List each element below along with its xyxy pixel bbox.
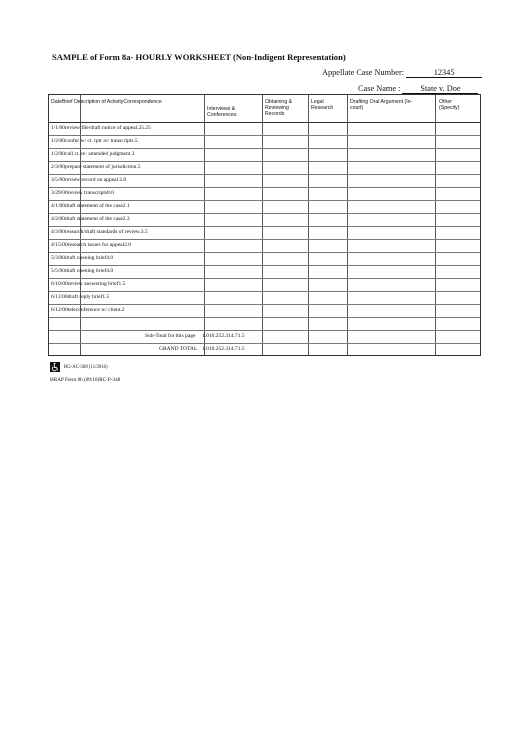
table-row: 4/15/00research issues for appeal2.0	[51, 242, 132, 248]
form-code: RG-AC-508 (11/2016)	[64, 365, 108, 370]
case-number-row	[322, 68, 482, 78]
header-date-description: DateBrief Description of ActivityCorrespondence	[51, 99, 162, 105]
accessibility-icon	[50, 362, 60, 372]
table-row: 1/2/00call ct. re: amended judgment.3	[51, 151, 135, 157]
row-divider	[49, 122, 480, 123]
row-divider	[49, 213, 480, 214]
header-interviews: Interviews & Conferences	[207, 106, 237, 118]
row-divider	[49, 330, 480, 331]
grand-total-values: 1.010.252.314.71.5	[202, 346, 245, 352]
header-other: Other (Specify)	[439, 99, 460, 111]
case-number-value: 12345	[406, 68, 482, 78]
table-row: 6/12/00teleconference w/ client.2	[51, 307, 125, 313]
form-line: HRAP Form 8b (09/10)RC-P-348	[50, 377, 121, 383]
row-divider	[49, 135, 480, 136]
table-row: 6/10/00review answering brief1.5	[51, 281, 126, 287]
row-divider	[49, 226, 480, 227]
row-divider	[49, 291, 480, 292]
row-divider	[49, 265, 480, 266]
column-divider	[308, 95, 309, 355]
page-title: SAMPLE of Form 8a- HOURLY WORKSHEET (Non-Indigent Representation)	[52, 52, 346, 62]
row-divider	[49, 200, 480, 201]
row-divider	[49, 304, 480, 305]
column-divider	[262, 95, 263, 355]
subtotal-values: 1.010.252.314.71.5	[202, 333, 245, 339]
row-divider	[49, 174, 480, 175]
header-legal-research: Legal Research	[311, 99, 334, 111]
row-divider	[49, 317, 480, 318]
column-divider	[347, 95, 348, 355]
table-row: 4/3/00research/draft standards of review.3.5	[51, 229, 148, 235]
case-name-row	[358, 84, 478, 94]
row-divider	[49, 252, 480, 253]
table-row: 4/1/00draft statement of the case2.1	[51, 203, 130, 209]
table-row: 1/2/00confer w/ ct. rptr re: transcripts.5	[51, 138, 138, 144]
header-records: Obtaining & Reviewing Records	[265, 99, 293, 117]
row-divider	[49, 343, 480, 344]
row-divider	[49, 278, 480, 279]
row-divider	[49, 148, 480, 149]
case-name-value: State v. Doe	[402, 84, 478, 94]
case-name-label: Case Name :	[358, 84, 401, 93]
column-divider	[80, 95, 81, 355]
worksheet-table	[48, 94, 481, 356]
table-row: 2/3/00prepare statement of jurisdiction.5	[51, 164, 141, 170]
row-divider	[49, 187, 480, 188]
column-divider	[204, 95, 205, 355]
subtotal-label: Sub-Total for this page	[145, 333, 196, 339]
table-row: 6/11/00draft reply brief1.5	[51, 294, 110, 300]
column-divider	[435, 95, 436, 355]
row-divider	[49, 161, 480, 162]
table-row: 5/3/00draft opening brief4.0	[51, 255, 114, 261]
grand-total-label: GRAND TOTAL	[159, 346, 198, 352]
table-row: 3/29/00review transcripts8.0	[51, 190, 114, 196]
case-number-label: Appellate Case Number:	[322, 68, 405, 77]
table-row: 4/2/00draft statement of the case2.3	[51, 216, 130, 222]
row-divider	[49, 239, 480, 240]
table-row: 3/5/00review record on appeal 2.0	[51, 177, 127, 183]
table-row: 5/5/00draft opening brief4.0	[51, 268, 114, 274]
table-row: 1/1/00review file/draft notice of appeal.25.25	[51, 125, 151, 131]
header-drafting: Drafting Oral Argument (In-court)	[350, 99, 413, 111]
